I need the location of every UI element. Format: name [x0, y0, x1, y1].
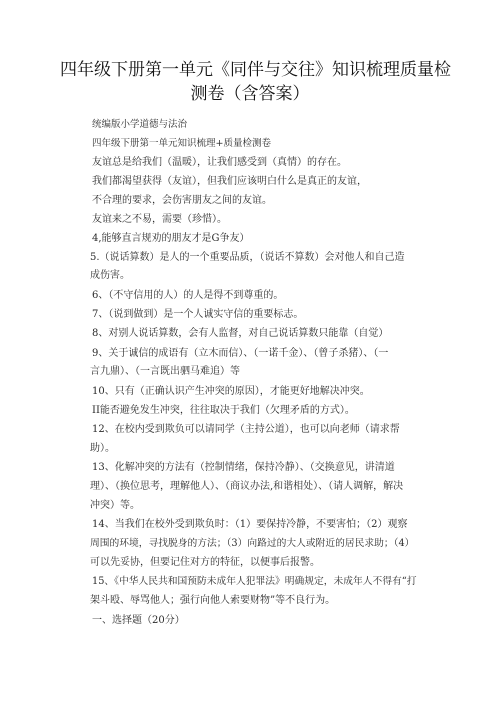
text-line: 我们都渴望获得（友谊），但我们应该明白什么是真正的友谊，: [92, 176, 367, 187]
text-line: 统编版小学道德与法治: [92, 119, 188, 130]
text-line: 8、对别人说话算数，会有人监督，对自己说话算数只能靠（自觉）: [92, 328, 389, 339]
title-line-2: 测卷（含答案）: [190, 84, 310, 104]
text-line: 友谊总是给我们（温暖），让我们感受到（真情）的存在。: [92, 157, 347, 168]
text-line: 架斗殴、辱骂他人；强行向他人索要财物”等不良行为。: [90, 595, 336, 606]
text-line: 7、（说到做到）是一个人诚实守信的重要标志。: [92, 309, 304, 320]
text-line: II能否避免发生冲突，往往取决于我们（欠理矛盾的方式）。: [92, 405, 355, 416]
text-line: 助）。: [90, 443, 115, 454]
text-line: 4,能够直言规劝的朋友才是G争友）: [92, 233, 250, 244]
text-line: 13、化解冲突的方法有（控制情绪，保持冷静）、（交换意见，讲清道: [92, 462, 395, 473]
text-line: 10、只有（正确认识产生冲突的原因），才能更好地解决冲突。: [92, 386, 370, 397]
text-line: 14、当我们在校外受到欺负时：（1）要保持冷静，不要害怕；（2）观察: [92, 519, 408, 530]
text-line: 四年级下册第一单元知识梳理+质量检测卷: [92, 138, 271, 149]
text-line: 9、关于诚信的成语有（立木而信）、（一诺千金）、（曾子杀猪）、（一: [92, 348, 389, 359]
text-line: 成伤害。: [90, 270, 130, 281]
title-line-1: 四年级下册第一单元《同伴与交往》知识梳理质量检: [60, 60, 451, 80]
text-line: 12、在校内受到欺负可以请同学（主持公道），也可以向老师（请求帮: [92, 424, 400, 435]
text-line: 5.（说话算数）是人的一个重要品质，（说话不算数）会对他人和自己造: [90, 252, 405, 263]
text-line: 友谊来之不易，需要（珍惜）。: [92, 214, 227, 225]
text-line: 言九鼎）、（一言既出驷马难追）等: [90, 366, 240, 377]
text-line: 6、（不守信用的人）的人是得不到尊重的。: [92, 290, 284, 301]
text-line: 周围的环境，寻找脱身的方法；（3）向路过的大人或附近的居民求助；（4）: [90, 538, 415, 549]
document-title: [60, 58, 451, 106]
text-line: 可以先妥协，但要记住对方的特征，以便事后报警。: [90, 557, 320, 568]
text-line: 冲突）等。: [90, 500, 140, 511]
section-heading: 一、选择题（20分）: [92, 615, 185, 626]
text-line: 理）、（换位思考，理解他人）、（商议办法,和谐相处）、（请人调解，解决: [90, 481, 404, 492]
text-line: 15、《中华人民共和国预防未成年人犯罪法》明确规定，未成年人不得有“打: [92, 576, 417, 587]
text-line: 不合理的要求，会伤害朋友之间的友谊。: [92, 195, 272, 206]
